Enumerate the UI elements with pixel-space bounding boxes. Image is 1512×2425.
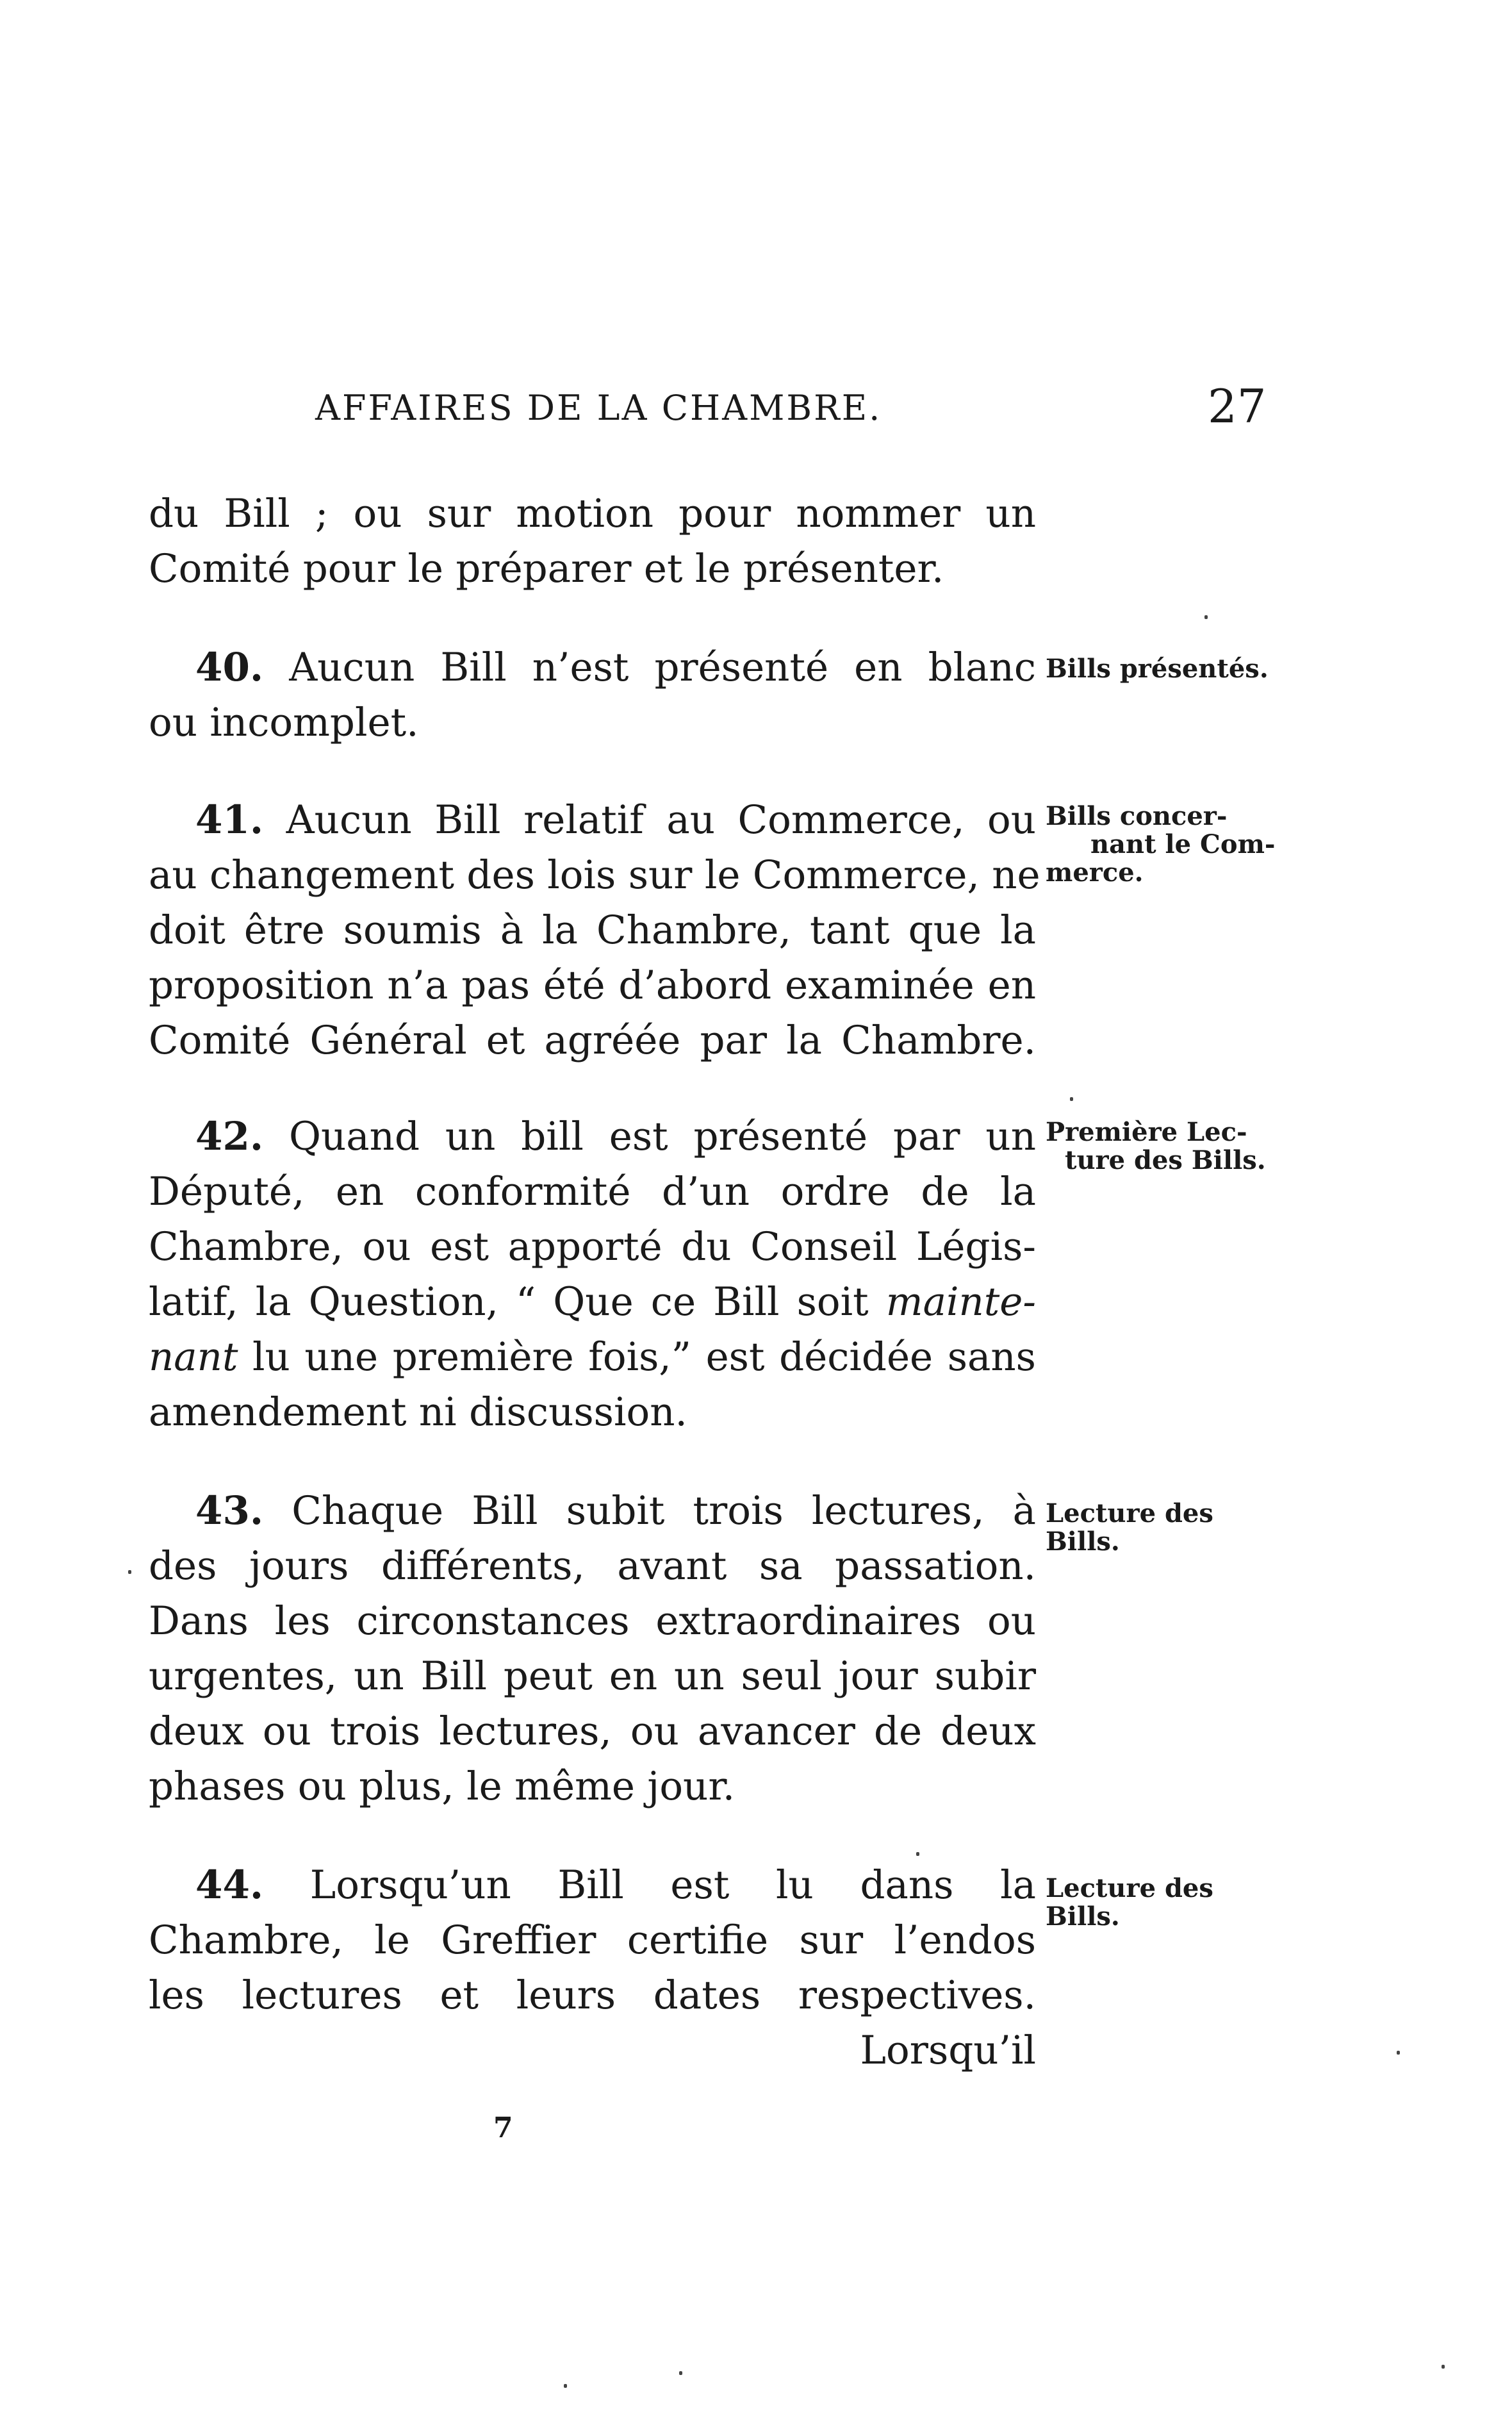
scan-speck bbox=[1442, 2365, 1445, 2369]
article-42-line-1 bbox=[195, 1111, 1036, 1164]
article-text: Chaque Bill subit trois lectures, à bbox=[263, 1488, 1036, 1534]
article-44-line-1 bbox=[195, 1860, 1036, 1912]
body-text: latif, la Question, “ Que ce Bill soit bbox=[149, 1279, 886, 1325]
body-line-with-italic bbox=[149, 1332, 1036, 1384]
italic-text: mainte- bbox=[885, 1279, 1036, 1325]
margin-note-premiere-lecture bbox=[1046, 1118, 1266, 1175]
scan-speck bbox=[1397, 2051, 1400, 2055]
body-line: Chambre, le Greffier certifie sur l’endos bbox=[149, 1917, 1036, 1963]
article-number: 41. bbox=[195, 797, 264, 843]
margin-note-line: Lecture des bbox=[1046, 1498, 1213, 1528]
margin-note-line: Bills concer- bbox=[1046, 801, 1228, 831]
margin-note-line: Lecture des bbox=[1046, 1873, 1213, 1903]
catchword: Lorsqu’il bbox=[860, 2028, 1036, 2073]
margin-note-line: merce. bbox=[1046, 857, 1144, 888]
margin-note-commerce bbox=[1046, 802, 1276, 887]
running-title: AFFAIRES DE LA CHAMBRE. bbox=[315, 388, 882, 428]
article-number: 44. bbox=[195, 1862, 264, 1908]
article-41-line-1 bbox=[195, 795, 1036, 847]
scan-speck bbox=[564, 2384, 567, 2388]
body-text: lu une première fois,” est décidée sans bbox=[238, 1334, 1036, 1380]
body-line: proposition n’a pas été d’abord examinée en bbox=[149, 963, 1036, 1008]
body-line: urgentes, un Bill peut en un seul jour subir bbox=[149, 1653, 1036, 1699]
article-text: Quand un bill est présenté par un bbox=[263, 1114, 1036, 1159]
article-text: Aucun Bill n’est présenté en blanc bbox=[263, 645, 1036, 690]
body-line-with-italic bbox=[149, 1277, 1036, 1329]
italic-text: nant bbox=[149, 1334, 238, 1380]
body-line: Député, en conformité d’un ordre de la bbox=[149, 1169, 1036, 1214]
body-line: Chambre, ou est apporté du Conseil Légis- bbox=[149, 1224, 1036, 1270]
article-number: 40. bbox=[195, 645, 264, 690]
article-text: Aucun Bill relatif au Commerce, ou bbox=[263, 797, 1036, 843]
scan-speck bbox=[679, 2371, 682, 2375]
body-line: phases ou plus, le même jour. bbox=[149, 1764, 735, 1809]
body-line: les lectures et leurs dates respectives. bbox=[149, 1973, 1036, 2018]
margin-note-line: nant le Com- bbox=[1090, 829, 1276, 859]
margin-note-bills-presentes: Bills présentés. bbox=[1046, 654, 1269, 684]
margin-note-lecture-des-bills-2 bbox=[1046, 1875, 1213, 1931]
article-40-line-1 bbox=[195, 642, 1036, 695]
body-line: doit être soumis à la Chambre, tant que la bbox=[149, 907, 1036, 953]
body-line: du Bill ; ou sur motion pour nommer un bbox=[149, 491, 1036, 536]
scan-speck bbox=[1070, 1097, 1073, 1101]
body-line: deux ou trois lectures, ou avancer de deux bbox=[149, 1709, 1036, 1754]
margin-note-line: Première Lec- bbox=[1046, 1117, 1247, 1147]
signature-mark: 7 bbox=[493, 2112, 513, 2144]
body-line: Dans les circonstances extraordinaires ou bbox=[149, 1598, 1036, 1644]
scan-speck bbox=[1204, 615, 1208, 619]
body-line: au changement des lois sur le Commerce, ne bbox=[149, 852, 1040, 898]
margin-note-lecture-des-bills bbox=[1046, 1500, 1213, 1556]
article-number: 43. bbox=[195, 1488, 264, 1534]
body-line: Comité pour le préparer et le présenter. bbox=[149, 546, 944, 592]
margin-note-line: Bills. bbox=[1046, 1527, 1120, 1557]
body-line: Comité Général et agréée par la Chambre. bbox=[149, 1018, 1036, 1063]
scan-speck bbox=[128, 1570, 131, 1574]
article-43-line-1 bbox=[195, 1486, 1036, 1538]
margin-note-line: Bills. bbox=[1046, 1901, 1120, 1932]
article-number: 42. bbox=[195, 1114, 264, 1159]
body-line: amendement ni discussion. bbox=[149, 1389, 687, 1435]
body-line: ou incomplet. bbox=[149, 700, 419, 745]
margin-note-line: ture des Bills. bbox=[1065, 1145, 1266, 1175]
page-number: 27 bbox=[1208, 379, 1267, 433]
body-line: des jours différents, avant sa passation. bbox=[149, 1543, 1036, 1589]
article-text: Lorsqu’un Bill est lu dans la bbox=[263, 1862, 1036, 1908]
scan-speck bbox=[916, 1852, 919, 1856]
